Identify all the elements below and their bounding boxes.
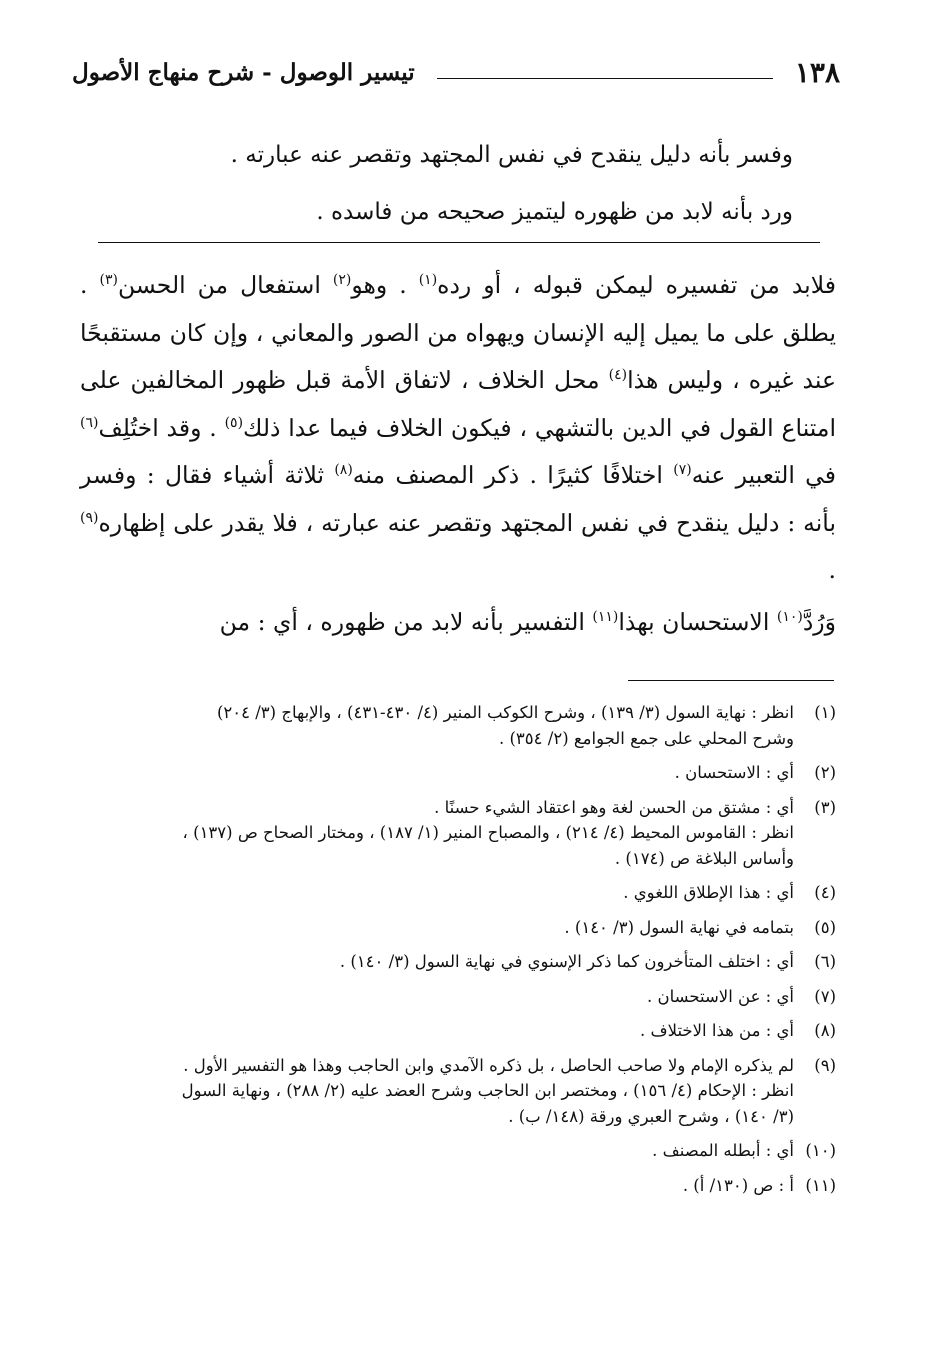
footnote-number: (١) [814,703,836,722]
footnote-number: (٤) [814,883,836,902]
footnote [74,1138,836,1164]
footnote-number: (٧) [814,986,836,1006]
footnote-line: أي : الاستحسان . [674,763,794,782]
footnote [74,760,836,786]
footnote-separator [628,680,834,681]
footnotes [74,700,836,1207]
footnote-line: انظر : الإحكام (٤/ ١٥٦) ، ومختصر ابن الحاجب وشرح العضد عليه (٢/ ٢٨٨) ، ونهاية السول [181,1081,794,1100]
body-paragraph: وَرُدَّ$^{(١٠)}$ الاستحسان بهذا$^{(١١)}$ التفسير بأنه لابد من ظهوره ، أي : من [219,607,836,636]
footnote-number: (٣) [814,797,836,817]
running-title: تيسير الوصول - شرح منهاج الأصول [72,58,415,86]
quoted-text-line: وفسر بأنه دليل ينقدح في نفس المجتهد وتقصر عنه عبارته . [230,142,793,168]
page-number: ١٣٨ [794,55,840,89]
footnote [74,1053,836,1130]
footnote-line: وشرح المحلي على جمع الجوامع (٢/ ٣٥٤) . [498,728,794,748]
footnote-ref: (٣) [99,272,118,289]
footnote-ref: (٤) [608,367,628,384]
footnote [74,984,836,1010]
footnote-number: (١٠) [805,1141,836,1160]
footnote-ref: (٥) [224,414,244,431]
footnote-line: أ : ص (١٣٠/ أ) . [682,1175,794,1195]
footnote [74,795,836,872]
footnote-line: (٣/ ١٤٠) ، وشرح العبري ورقة (١٤٨/ ب) . [508,1106,794,1126]
footnote [74,949,836,975]
quote-divider [98,242,820,243]
footnote-number: (٨) [814,1021,836,1040]
footnote [74,1173,836,1199]
footnote-ref: (١) [418,272,438,289]
footnote-line: بتمامه في نهاية السول (٣/ ١٤٠) . [564,917,794,937]
footnote-line: أي : هذا الإطلاق اللغوي . [623,883,794,902]
footnote-number: (٢) [814,763,836,782]
footnote-ref: (٦) [80,414,99,431]
footnote-line: أي : من هذا الاختلاف . [640,1021,794,1040]
body-paragraph: فلابد من تفسيره ليمكن قبوله ، أو رده$^{(١)}$ . وهو$^{(٢)}$ استفعال من الحسن$^{(٣)}$ . يطلق على ما يميل إليه الإنسان ويهواه من الصور والمعاني ، وإن كان مستقبحًا عند غيره ، وليس هذا$^{(٤)}$ محل الخلاف ، لاتفاق الأمة قبل ظهور المخالفين على امتناع القول في الدين بالتشهي ، فيكون الخلاف فيما عدا ذلك$^{(٥)}$ . وقد اختُلِف$^{(٦)}$ في التعبير عنه$^{(٧)}$ اختلافًا كثيرًا . ذكر المصنف منه$^{(٨)}$ ثلاثة أشياء فقال : وفسر بأنه : دليل ينقدح في نفس المجتهد وتقصر عنه عبارته ، فلا يقدر على إظهاره$^{(٩)}$ . [80,271,837,584]
footnote-ref: (١١) [592,608,619,625]
footnote-line: أي : أبطله المصنف . [652,1141,794,1160]
footnote-ref: (١٠) [776,608,803,625]
page-header [72,52,840,92]
footnote-line: وأساس البلاغة ص (١٧٤) . [614,848,794,868]
header-rule [437,78,773,79]
footnote [74,915,836,941]
footnote [74,880,836,906]
footnote-ref: (٩) [80,509,99,526]
footnote-number: (٩) [814,1055,836,1075]
footnote-number: (١١) [805,1175,836,1195]
footnote [74,700,836,751]
footnote-number: (٥) [814,917,836,937]
main-text [80,262,836,646]
footnote-line: أي : مشتق من الحسن لغة وهو اعتقاد الشيء حسنًا . [434,797,794,817]
footnote [74,1018,836,1044]
footnote-line: انظر : نهاية السول (٣/ ١٣٩) ، وشرح الكوكب المنير (٤/ ٤٣٠-٤٣١) ، والإبهاج (٣/ ٢٠٤) [216,703,794,722]
footnote-ref: (٢) [332,272,352,289]
footnote-ref: (٧) [673,462,692,479]
footnote-line: انظر : القاموس المحيط (٤/ ٢١٤) ، والمصباح المنير (١/ ١٨٧) ، ومختار الصحاح ص (١٣٧) ، [182,823,794,842]
footnote-line: أي : اختلف المتأخرون كما ذكر الإسنوي في نهاية السول (٣/ ١٤٠) . [339,952,794,971]
footnote-line: أي : عن الاستحسان . [646,986,794,1006]
footnote-number: (٦) [814,952,836,971]
quoted-text-line: ورد بأنه لابد من ظهوره ليتميز صحيحه من فاسده . [316,199,793,225]
footnote-line: لم يذكره الإمام ولا صاحب الحاصل ، بل ذكره الآمدي وابن الحاجب وهذا هو التفسير الأول . [183,1055,794,1075]
footnote-ref: (٨) [334,462,353,479]
